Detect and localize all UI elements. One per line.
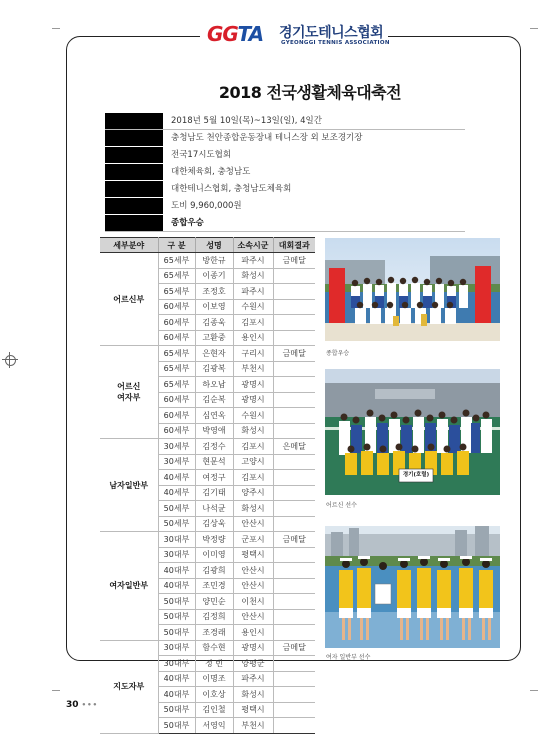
result-cell: 금메달 — [273, 532, 315, 548]
result-cell: 금메달 — [273, 640, 315, 656]
page-number-dots: ••• — [81, 701, 99, 709]
city-cell: 부천시 — [233, 718, 273, 734]
result-cell — [273, 609, 315, 625]
city-cell: 평택시 — [233, 702, 273, 718]
city-cell: 화성시 — [233, 423, 273, 439]
registration-mark-icon — [2, 352, 18, 368]
category-cell: 30대부 — [158, 640, 195, 656]
city-cell: 김포시 — [233, 315, 273, 331]
result-cell — [273, 625, 315, 641]
result-cell — [273, 330, 315, 346]
category-cell: 40대부 — [158, 563, 195, 579]
category-cell: 50대부 — [158, 609, 195, 625]
info-row — [105, 113, 465, 129]
city-cell: 파주시 — [233, 284, 273, 300]
category-cell: 65세부 — [158, 253, 195, 269]
category-cell: 40세부 — [158, 485, 195, 501]
city-cell: 수원시 — [233, 408, 273, 424]
name-cell: 김인철 — [195, 702, 233, 718]
category-cell: 40대부 — [158, 671, 195, 687]
category-cell: 30세부 — [158, 454, 195, 470]
result-cell: 금메달 — [273, 253, 315, 269]
table-row — [100, 253, 315, 269]
name-cell: 김상욱 — [195, 516, 233, 532]
info-value: 충청남도 천안종합운동장내 테니스장 외 보조경기장 — [171, 133, 363, 143]
city-cell: 용인시 — [233, 330, 273, 346]
event-info — [105, 113, 465, 232]
division-cell: 여자일반부 — [100, 532, 158, 641]
name-cell: 조민경 — [195, 578, 233, 594]
photo-caption: 어르신 선수 — [326, 502, 357, 509]
header-result: 대회결과 — [273, 238, 315, 253]
city-cell: 이천시 — [233, 594, 273, 610]
crop-mark — [52, 28, 60, 29]
logo-mark: GGTA — [207, 22, 264, 46]
photo-caption: 여자 일반부 선수 — [326, 654, 371, 661]
photo-overall-winners — [325, 238, 500, 341]
name-cell: 나석균 — [195, 501, 233, 517]
category-cell: 65세부 — [158, 284, 195, 300]
category-cell: 65세부 — [158, 361, 195, 377]
category-cell: 50세부 — [158, 501, 195, 517]
divider — [105, 129, 465, 130]
city-cell: 안산시 — [233, 516, 273, 532]
category-cell: 60세부 — [158, 423, 195, 439]
division-cell: 어르신부 — [100, 253, 158, 346]
crop-mark — [530, 28, 538, 29]
divider — [105, 231, 465, 232]
name-cell: 함수현 — [195, 640, 233, 656]
photo-caption: 종합우승 — [326, 350, 350, 357]
name-cell: 김정수 — [195, 439, 233, 455]
city-cell: 안산시 — [233, 578, 273, 594]
city-cell: 파주시 — [233, 671, 273, 687]
result-cell — [273, 268, 315, 284]
category-cell: 50대부 — [158, 718, 195, 734]
info-row — [105, 130, 465, 146]
association-logo — [207, 22, 390, 50]
category-cell: 60세부 — [158, 392, 195, 408]
category-cell: 50대부 — [158, 594, 195, 610]
name-cell: 김광복 — [195, 361, 233, 377]
city-cell: 양평군 — [233, 656, 273, 672]
info-label-redacted — [105, 113, 163, 129]
category-cell: 50대부 — [158, 702, 195, 718]
info-value: 대한체육회, 충청남도 — [171, 167, 251, 177]
photo-senior-players — [325, 369, 500, 495]
results-table — [100, 237, 315, 734]
info-value: 종합우승 — [171, 218, 204, 228]
info-label-redacted — [105, 198, 163, 214]
result-cell — [273, 315, 315, 331]
result-cell — [273, 377, 315, 393]
result-cell — [273, 470, 315, 486]
header-city: 소속시군 — [233, 238, 273, 253]
name-cell: 심연옥 — [195, 408, 233, 424]
result-cell — [273, 516, 315, 532]
city-cell: 화성시 — [233, 501, 273, 517]
name-cell: 박정량 — [195, 532, 233, 548]
category-cell: 30대부 — [158, 656, 195, 672]
category-cell: 40대부 — [158, 578, 195, 594]
table-header-row — [100, 238, 315, 253]
result-cell: 금메달 — [273, 346, 315, 362]
city-cell: 김포시 — [233, 439, 273, 455]
city-cell: 광명시 — [233, 640, 273, 656]
city-cell: 광명시 — [233, 392, 273, 408]
category-cell: 40세부 — [158, 470, 195, 486]
info-label-redacted — [105, 147, 163, 163]
result-cell — [273, 563, 315, 579]
category-cell: 65세부 — [158, 268, 195, 284]
result-cell — [273, 671, 315, 687]
city-cell: 수원시 — [233, 299, 273, 315]
name-cell: 이명조 — [195, 671, 233, 687]
result-cell — [273, 361, 315, 377]
info-label-redacted — [105, 215, 163, 231]
result-cell — [273, 423, 315, 439]
name-cell: 현문석 — [195, 454, 233, 470]
name-cell: 김정희 — [195, 609, 233, 625]
info-row — [105, 181, 465, 197]
result-cell — [273, 392, 315, 408]
name-cell: 서영익 — [195, 718, 233, 734]
result-cell — [273, 687, 315, 703]
name-cell: 방한규 — [195, 253, 233, 269]
info-value: 대한테니스협회, 충청남도체육회 — [171, 184, 292, 194]
name-cell: 조경래 — [195, 625, 233, 641]
crop-mark — [52, 690, 60, 691]
name-cell: 조정호 — [195, 284, 233, 300]
info-row — [105, 215, 465, 231]
name-cell: 이미영 — [195, 547, 233, 563]
name-cell: 여정구 — [195, 470, 233, 486]
result-cell — [273, 284, 315, 300]
result-cell — [273, 578, 315, 594]
city-cell: 부천시 — [233, 361, 273, 377]
division-cell: 남자일반부 — [100, 439, 158, 532]
result-cell — [273, 656, 315, 672]
info-label-redacted — [105, 181, 163, 197]
city-cell: 고양시 — [233, 454, 273, 470]
result-cell — [273, 594, 315, 610]
info-value: 전국17시도협회 — [171, 150, 232, 160]
city-cell: 구리시 — [233, 346, 273, 362]
result-cell: 은메달 — [273, 439, 315, 455]
category-cell: 65세부 — [158, 346, 195, 362]
result-cell — [273, 718, 315, 734]
name-cell: 정 빈 — [195, 656, 233, 672]
category-cell: 30대부 — [158, 532, 195, 548]
info-row — [105, 164, 465, 180]
info-value: 도비 9,960,000원 — [171, 201, 242, 211]
city-cell: 광명시 — [233, 377, 273, 393]
division-cell: 지도자부 — [100, 640, 158, 733]
category-cell: 30대부 — [158, 547, 195, 563]
name-cell: 박영애 — [195, 423, 233, 439]
division-cell: 어르신 여자부 — [100, 346, 158, 439]
table-row — [100, 346, 315, 362]
category-cell: 30세부 — [158, 439, 195, 455]
crop-mark — [530, 690, 538, 691]
name-cell: 하오남 — [195, 377, 233, 393]
category-cell: 40대부 — [158, 687, 195, 703]
result-cell — [273, 547, 315, 563]
logo-english-text: GYEONGGI TENNIS ASSOCIATION — [281, 40, 390, 46]
city-cell: 파주시 — [233, 253, 273, 269]
city-cell: 양주시 — [233, 485, 273, 501]
table-row — [100, 640, 315, 656]
header-name: 성명 — [195, 238, 233, 253]
info-label-redacted — [105, 164, 163, 180]
name-cell: 이보영 — [195, 299, 233, 315]
result-cell — [273, 299, 315, 315]
category-cell: 60세부 — [158, 330, 195, 346]
page-title: 2018 전국생활체육대축전 — [218, 83, 402, 102]
city-cell: 김포시 — [233, 470, 273, 486]
photo-womens-players — [325, 526, 500, 648]
info-row — [105, 147, 465, 163]
header-category: 구 분 — [158, 238, 195, 253]
city-cell: 화성시 — [233, 687, 273, 703]
category-cell: 60세부 — [158, 299, 195, 315]
result-cell — [273, 702, 315, 718]
name-cell: 김종욱 — [195, 315, 233, 331]
name-cell: 김순복 — [195, 392, 233, 408]
page-number-value: 30 — [66, 700, 79, 710]
name-cell: 이호상 — [195, 687, 233, 703]
name-cell: 은현자 — [195, 346, 233, 362]
header-division: 세부분야 — [100, 238, 158, 253]
result-cell — [273, 485, 315, 501]
city-cell: 안산시 — [233, 563, 273, 579]
city-cell: 용인시 — [233, 625, 273, 641]
page-number — [66, 700, 98, 710]
city-cell: 평택시 — [233, 547, 273, 563]
category-cell: 60세부 — [158, 408, 195, 424]
name-cell: 김기태 — [195, 485, 233, 501]
category-cell: 50세부 — [158, 516, 195, 532]
category-cell: 50대부 — [158, 625, 195, 641]
city-cell: 화성시 — [233, 268, 273, 284]
table-row — [100, 439, 315, 455]
name-cell: 양민순 — [195, 594, 233, 610]
result-cell — [273, 501, 315, 517]
city-cell: 안산시 — [233, 609, 273, 625]
name-cell: 고환중 — [195, 330, 233, 346]
category-cell: 65세부 — [158, 377, 195, 393]
info-row — [105, 198, 465, 214]
result-cell — [273, 454, 315, 470]
city-cell: 군포시 — [233, 532, 273, 548]
logo-korean-text: 경기도테니스협회 — [279, 25, 384, 41]
table-row — [100, 532, 315, 548]
name-cell: 이종기 — [195, 268, 233, 284]
name-cell: 김광희 — [195, 563, 233, 579]
result-cell — [273, 408, 315, 424]
category-cell: 60세부 — [158, 315, 195, 331]
photo-banner-text: 경기(호렬) — [402, 472, 430, 478]
info-label-redacted — [105, 130, 163, 146]
info-value: 2018년 5월 10일(목)~13일(일), 4일간 — [171, 116, 322, 126]
